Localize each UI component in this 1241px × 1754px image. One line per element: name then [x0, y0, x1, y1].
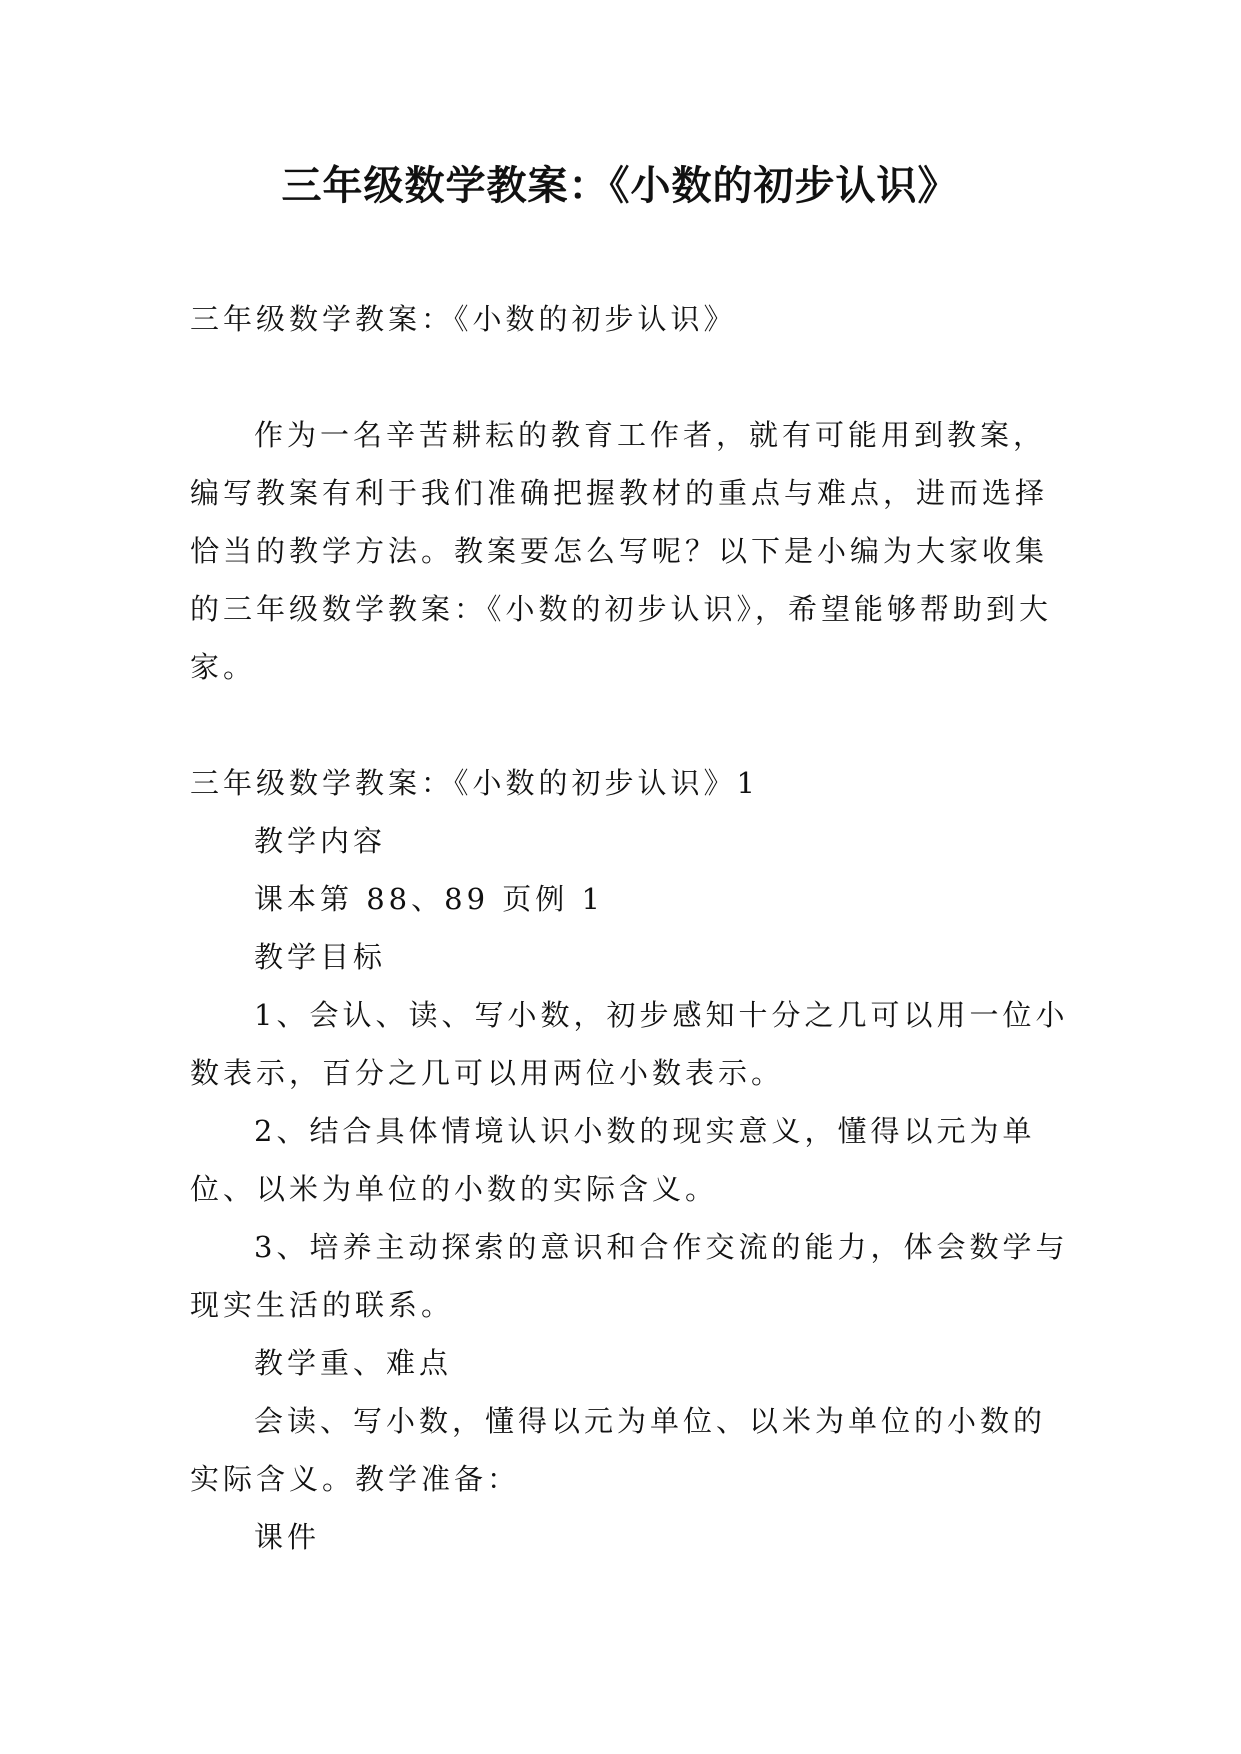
materials-text: 课件 — [254, 1520, 321, 1554]
section-heading: 三年级数学教案：《小数的初步认识》1 — [190, 766, 759, 800]
document-body — [190, 290, 1070, 1566]
intro-paragraph: 作为一名辛苦耕耘的教育工作者，就有可能用到教案，编写教案有利于我们准确把握教材的重点与难点，进而选择恰当的教学方法。教案要怎么写呢？以下是小编为大家收集的三年级数学教案：《小数的初步认识》，希望能够帮助到大家。 — [190, 418, 1053, 684]
objective-item-2: 2、结合具体情境认识小数的现实意义，懂得以元为单位、以米为单位的小数的实际含义。 — [190, 1114, 1036, 1206]
objective-item-3: 3、培养主动探索的意识和合作交流的能力，体会数学与现实生活的联系。 — [190, 1230, 1069, 1322]
subtitle: 三年级数学教案：《小数的初步认识》 — [190, 302, 737, 336]
teaching-content-text: 课本第 88、89 页例 1 — [254, 882, 604, 916]
teaching-objectives-label: 教学目标 — [254, 940, 387, 974]
key-points-text: 会读、写小数，懂得以元为单位、以米为单位的小数的实际含义。教学准备： — [190, 1404, 1047, 1496]
key-points-label: 教学重、难点 — [254, 1346, 453, 1380]
teaching-content-label: 教学内容 — [254, 824, 387, 858]
objective-item-1: 1、会认、读、写小数，初步感知十分之几可以用一位小数表示，百分之几可以用两位小数表示。 — [190, 998, 1069, 1090]
document-title: 三年级数学教案：《小数的初步认识》 — [281, 163, 959, 209]
